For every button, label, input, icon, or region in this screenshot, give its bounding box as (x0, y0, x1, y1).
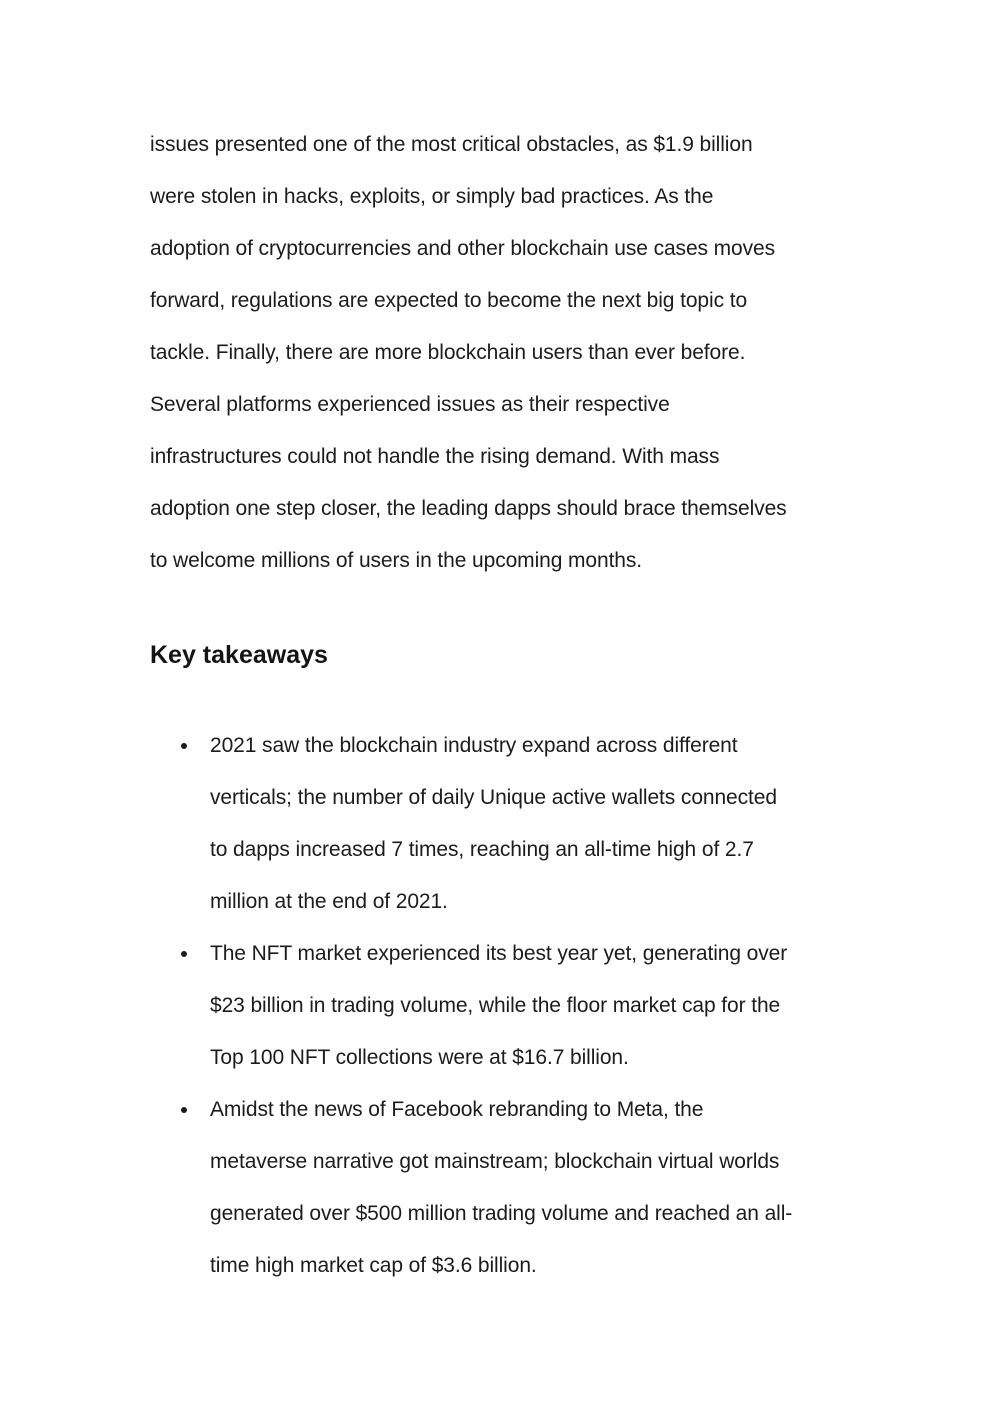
document-page (150, 119, 850, 1277)
list-item-line: Amidst the news of Facebook rebranding to Meta, the (210, 1098, 704, 1121)
bullet-icon (181, 743, 187, 749)
paragraph-line: adoption of cryptocurrencies and other blockchain use cases moves (150, 237, 776, 260)
paragraph-line: issues presented one of the most critical obstacles, as $1.9 billion (150, 133, 753, 156)
list-item-line: to dapps increased 7 times, reaching an all-time high of 2.7 (210, 838, 754, 861)
list-item-line: time high market cap of $3.6 billion. (210, 1254, 537, 1277)
paragraph-line: were stolen in hacks, exploits, or simply bad practices. As the (150, 185, 714, 208)
list-item-line: generated over $500 million trading volume and reached an all- (210, 1202, 793, 1225)
intro-paragraph (150, 119, 850, 587)
paragraph-line: infrastructures could not handle the rising demand. With mass (150, 445, 720, 468)
list-item (150, 928, 850, 1084)
list-item-line: metaverse narrative got mainstream; blockchain virtual worlds (210, 1150, 780, 1173)
list-item-line: 2021 saw the blockchain industry expand across different (210, 734, 738, 757)
list-item-line: verticals; the number of daily Unique active wallets connected (210, 786, 777, 809)
list-item-line: million at the end of 2021. (210, 890, 448, 913)
bullet-icon (181, 1107, 187, 1113)
paragraph-line: adoption one step closer, the leading dapps should brace themselves (150, 497, 787, 520)
list-item (150, 1084, 850, 1292)
bullet-icon (181, 951, 187, 957)
paragraph-line: tackle. Finally, there are more blockchain users than ever before. (150, 341, 746, 364)
key-takeaways-list (150, 720, 850, 1292)
list-item-line: The NFT market experienced its best year yet, generating over (210, 942, 788, 965)
list-item-line: $23 billion in trading volume, while the floor market cap for the (210, 994, 781, 1017)
list-item-line: Top 100 NFT collections were at $16.7 billion. (210, 1046, 629, 1069)
paragraph-line: Several platforms experienced issues as their respective (150, 393, 670, 416)
list-item (150, 720, 850, 928)
paragraph-line: forward, regulations are expected to become the next big topic to (150, 289, 748, 312)
key-takeaways-heading: Key takeaways (150, 641, 328, 669)
paragraph-line: to welcome millions of users in the upcoming months. (150, 549, 643, 572)
